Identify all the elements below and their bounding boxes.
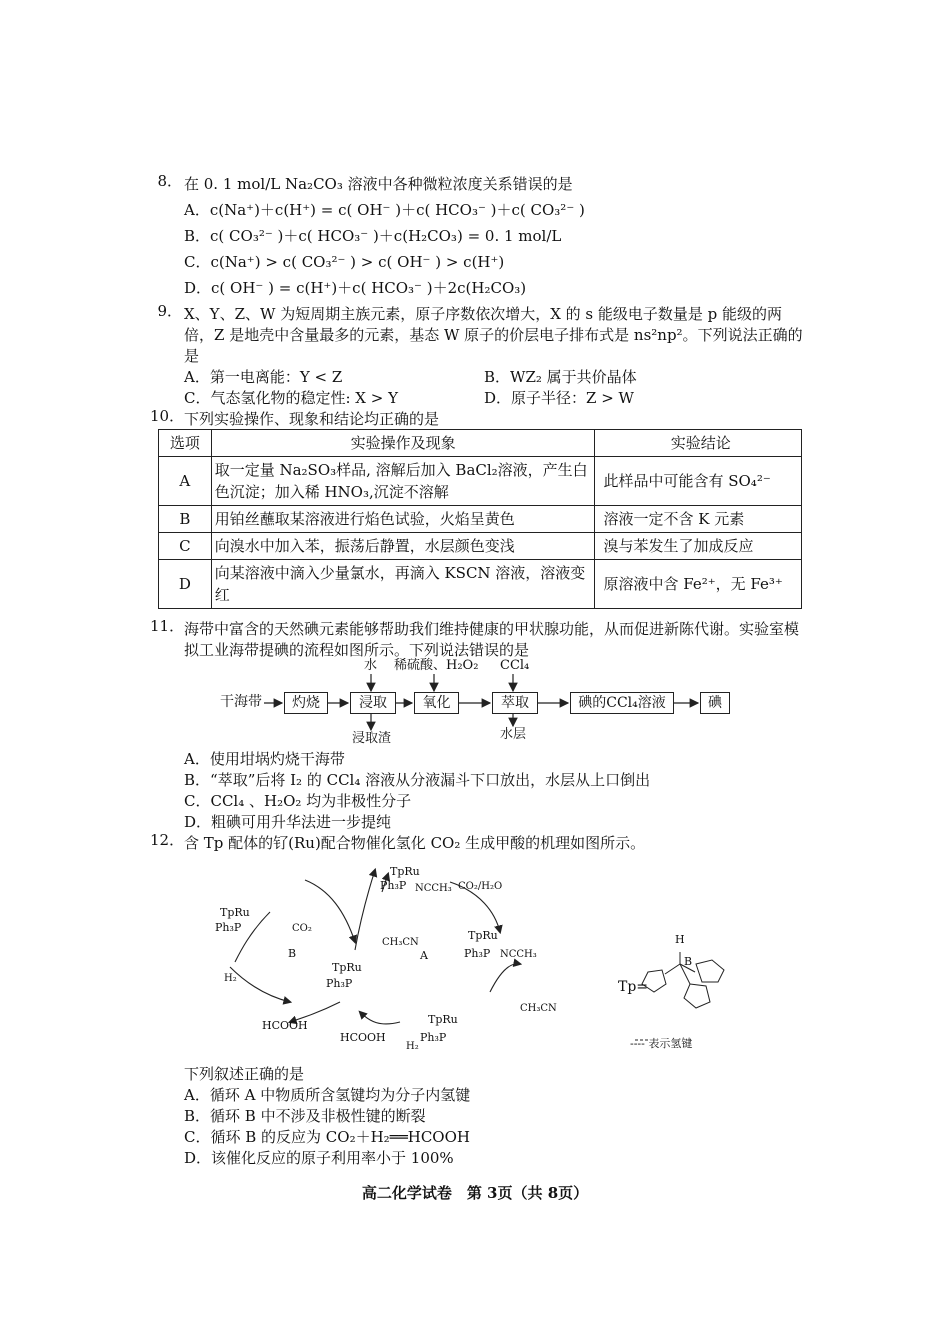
iodine-flowchart: [210, 656, 750, 746]
flow-step-iodine-ccl4: 碘的CCl₄溶液: [570, 692, 674, 714]
hcooh-label-bottom: HCOOH: [340, 1031, 386, 1044]
table-cell: 溴与苯发生了加成反应: [595, 533, 802, 560]
option-a: A．使用坩埚灼烧干海带: [184, 750, 345, 768]
question-number: 8．: [157, 172, 182, 190]
complex-bottom-tpru: TpRu: [428, 1013, 458, 1026]
question-stem: X、Y、Z、W 为短周期主族元素，原子序数依次增大，X 的 s 能级电子数量是 p 能级的两倍，Z 是地壳中含量最多的元素，基态 W 原子的价层电子排布式是 ns²np²。下列说法正确的是: [184, 305, 803, 365]
flow-step-burn: 灼烧: [284, 692, 328, 714]
question-stem: 在 0. 1 mol/L Na₂CO₃ 溶液中各种微粒浓度关系错误的是: [184, 175, 573, 193]
question-stem: 含 Tp 配体的钌(Ru)配合物催化氢化 CO₂ 生成甲酸的机理如图所示。: [184, 834, 646, 852]
mechanism-diagram: [210, 852, 780, 1062]
option-b: B．“萃取”后将 I₂ 的 CCl₄ 溶液从分液漏斗下口放出，水层从上口倒出: [184, 771, 651, 789]
flow-input-acid-peroxide: 稀硫酸、H₂O₂: [394, 658, 479, 673]
table-cell: C: [159, 533, 212, 560]
tp-boron: B: [684, 955, 693, 968]
complex-top-ncch3: NCCH₃: [415, 883, 452, 894]
table-row: [159, 506, 802, 533]
hcooh-label-left: HCOOH: [262, 1019, 308, 1032]
table-row: [159, 457, 802, 506]
flow-start-label: 干海带: [220, 694, 262, 710]
flow-output-residue: 浸取渣: [352, 731, 392, 746]
question-8: [150, 174, 810, 301]
complex-top-tpru: TpRu: [390, 865, 420, 878]
cycle-b-label: B: [288, 947, 297, 960]
table-header-row: [159, 430, 802, 457]
question-10: [150, 409, 810, 430]
flow-input-water: 水: [364, 658, 378, 673]
question-stem: 下列实验操作、现象和结论均正确的是: [184, 410, 440, 428]
table-cell: 向某溶液中滴入少量氯水，再滴入 KSCN 溶液，溶液变红: [211, 560, 595, 609]
table-header: 实验操作及现象: [211, 430, 595, 457]
ch3cn-label-top: CH₃CN: [382, 937, 419, 948]
question-9: [150, 304, 810, 409]
complex-right-ph3p: Ph₃P: [464, 947, 491, 960]
option-c: C．气态氢化物的稳定性: X > Y: [184, 389, 398, 407]
option-c: C．c(Na⁺) > c( CO₃²⁻ ) > c( OH⁻ ) > c(H⁺): [184, 253, 505, 271]
co2-label: CO₂: [292, 923, 312, 934]
table-cell: B: [159, 506, 212, 533]
flow-input-ccl4: CCl₄: [500, 658, 530, 673]
option-a: A．第一电离能：Y < Z: [184, 368, 343, 386]
option-a: A．循环 A 中物质所含氢键均为分子内氢键: [184, 1086, 471, 1104]
option-b: B．WZ₂ 属于共价晶体: [484, 368, 637, 386]
option-c: C．CCl₄ 、H₂O₂ 均为非极性分子: [184, 792, 412, 810]
table-row: [159, 560, 802, 609]
question-11-options: [150, 749, 810, 833]
table-cell: 溶液一定不含 K 元素: [595, 506, 802, 533]
table-cell: 此样品中可能含有 SO₄²⁻: [595, 457, 802, 506]
question-12-options: [150, 1064, 810, 1169]
option-b: B．循环 B 中不涉及非极性键的断裂: [184, 1107, 426, 1125]
flow-output-water-layer: 水层: [500, 727, 527, 742]
ch3cn-label-bottom: CH₃CN: [520, 1003, 557, 1014]
complex-right-ncch3: NCCH₃: [500, 949, 537, 960]
complex-b-tpru: TpRu: [220, 906, 250, 919]
complex-top-ph3p: Ph₃P: [380, 879, 407, 892]
option-b: B．c( CO₃²⁻ )＋c( HCO₃⁻ )＋c(H₂CO₃) = 0. 1 mol/L: [184, 227, 562, 245]
option-c: C．循环 B 的反应为 CO₂＋H₂══HCOOH: [184, 1128, 470, 1146]
co2-h2o-label: CO₂/H₂O: [458, 881, 503, 892]
tp-equals-label: Tp=: [618, 979, 649, 995]
question-lead: 下列叙述正确的是: [184, 1065, 305, 1083]
question-stem: 海带中富含的天然碘元素能够帮助我们维持健康的甲状腺功能，从而促进新陈代谢。实验室模拟工业海带提碘的流程如图所示。下列说法错误的是: [184, 620, 800, 659]
table-header: 实验结论: [595, 430, 802, 457]
question-11: [150, 619, 810, 661]
question-number: 12．: [150, 831, 185, 849]
h2-label-bottom: H₂: [406, 1041, 419, 1052]
option-d: D．粗碘可用升华法进一步提纯: [184, 813, 392, 831]
tp-ligand-structure: [642, 952, 724, 1008]
option-d: D．原子半径：Z > W: [484, 389, 634, 407]
question-12: [150, 833, 810, 854]
flow-step-extract: 萃取: [492, 692, 538, 714]
complex-center-ph3p: Ph₃P: [326, 977, 353, 990]
tp-boron-h: H: [675, 933, 685, 946]
table-row: [159, 533, 802, 560]
complex-b-ph3p: Ph₃P: [215, 921, 242, 934]
flow-step-iodine: 碘: [700, 692, 730, 714]
complex-center-tpru: TpRu: [332, 961, 362, 974]
page-footer: 高二化学试卷 第 3页（共 8页）: [361, 1184, 589, 1202]
experiment-table: [158, 429, 802, 609]
table-cell: 向溴水中加入苯，振荡后静置，水层颜色变浅: [211, 533, 595, 560]
question-number: 11．: [150, 617, 185, 635]
table-cell: A: [159, 457, 212, 506]
cycle-a-label: A: [420, 949, 428, 962]
complex-bottom-ph3p: Ph₃P: [420, 1031, 447, 1044]
option-d: D．该催化反应的原子利用率小于 100%: [184, 1149, 454, 1167]
option-d: D．c( OH⁻ ) = c(H⁺)＋c( HCO₃⁻ )＋2c(H₂CO₃): [184, 279, 527, 297]
table-cell: 取一定量 Na₂SO₃样品, 溶解后加入 BaCl₂溶液，产生白色沉淀；加入稀 HNO₃,沉淀不溶解: [211, 457, 595, 506]
flow-step-leach: 浸取: [350, 692, 396, 714]
table-cell: 用铂丝蘸取某溶液进行焰色试验，火焰呈黄色: [211, 506, 595, 533]
table-cell: 原溶液中含 Fe²⁺，无 Fe³⁺: [595, 560, 802, 609]
table-cell: D: [159, 560, 212, 609]
question-number: 9．: [157, 302, 182, 320]
option-a: A．c(Na⁺)＋c(H⁺) = c( OH⁻ )＋c( HCO₃⁻ )＋c( CO₃²⁻ ): [184, 201, 585, 219]
h2-label-left: H₂: [224, 973, 237, 984]
complex-right-tpru: TpRu: [468, 929, 498, 942]
table-header: 选项: [159, 430, 212, 457]
hydrogen-bond-legend: ---- 表示氢键: [630, 1037, 693, 1050]
question-number: 10．: [150, 407, 185, 425]
flow-step-oxidize: 氧化: [414, 692, 459, 714]
